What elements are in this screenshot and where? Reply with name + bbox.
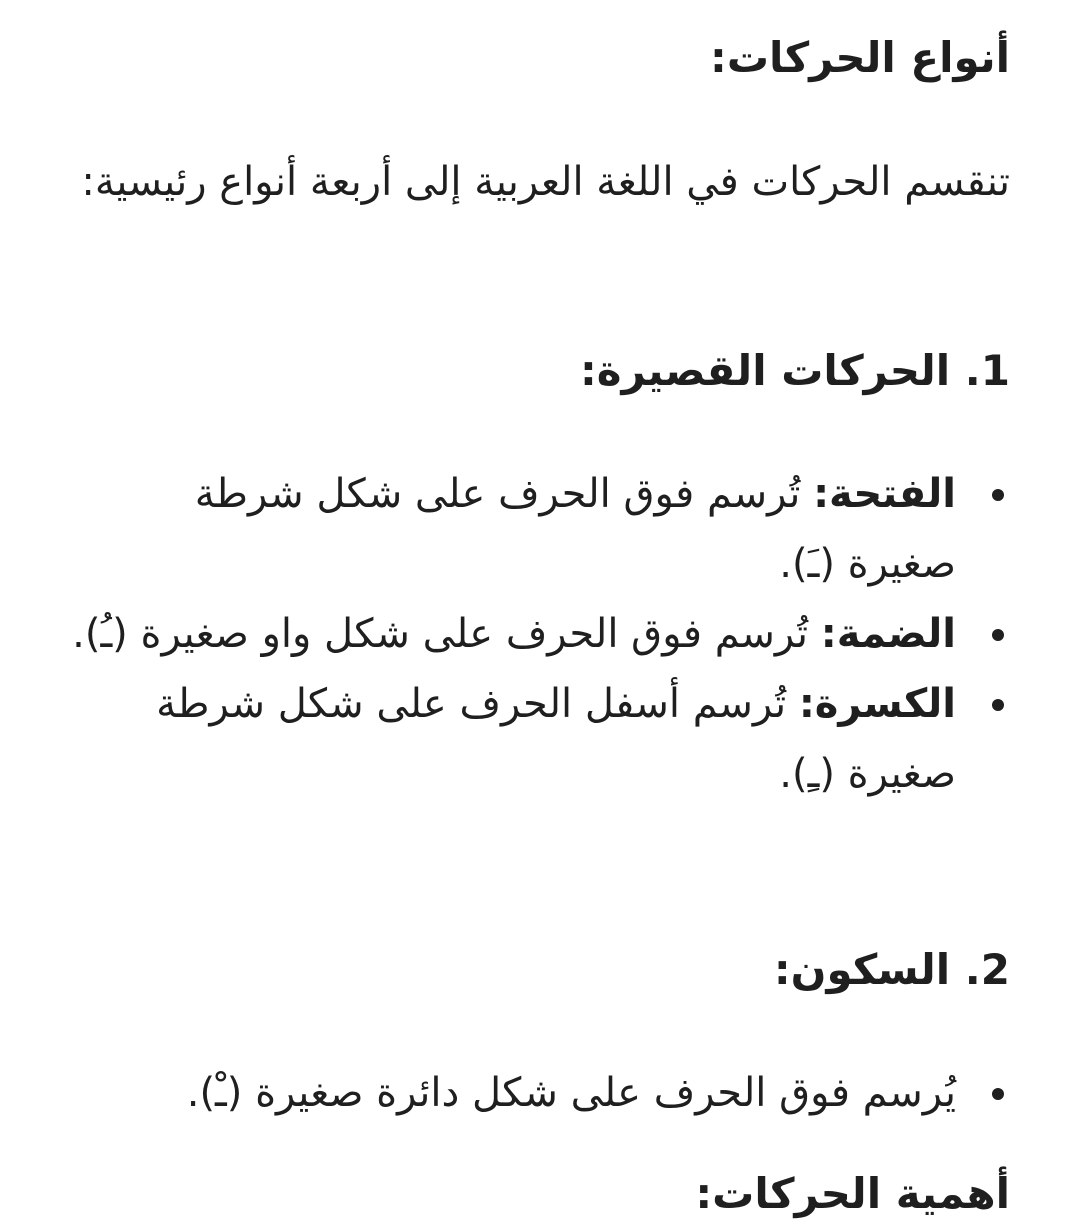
list-item-damma [60,599,1010,669]
list-item-sukun [60,1058,1010,1128]
item-text: يُرسم فوق الحرف على شكل دائرة صغيرة (ـْ). [186,1070,956,1116]
page-title: أنواع الحركات: [710,33,1010,82]
item-text: تُرسم فوق الحرف على شكل واو صغيرة (ـُ). [72,611,821,657]
item-text: تُرسم أسفل الحرف على شكل شرطة صغيرة (ـِ). [156,681,956,797]
next-section-title: أهمية الحركات: [695,1169,1010,1218]
intro-paragraph: تنقسم الحركات في اللغة العربية إلى أربعة أنواع رئيسية: [81,159,1010,205]
bullet-icon [992,699,1004,711]
short-vowels-list [60,459,1010,809]
sukun-list [60,1058,1010,1128]
item-term: الكسرة: [798,681,956,727]
item-term: الضمة: [820,611,956,657]
section-title-short-vowels: 1. الحركات القصيرة: [579,346,1010,395]
section-title-sukun: 2. السكون: [773,945,1010,994]
bullet-icon [992,629,1004,641]
item-text: تُرسم فوق الحرف على شكل شرطة صغيرة (ـَ). [194,471,956,587]
bullet-icon [992,489,1004,501]
list-item-kasra [60,669,1010,809]
bullet-icon [992,1088,1004,1100]
item-term: الفتحة: [813,471,956,517]
list-item-fatha [60,459,1010,599]
